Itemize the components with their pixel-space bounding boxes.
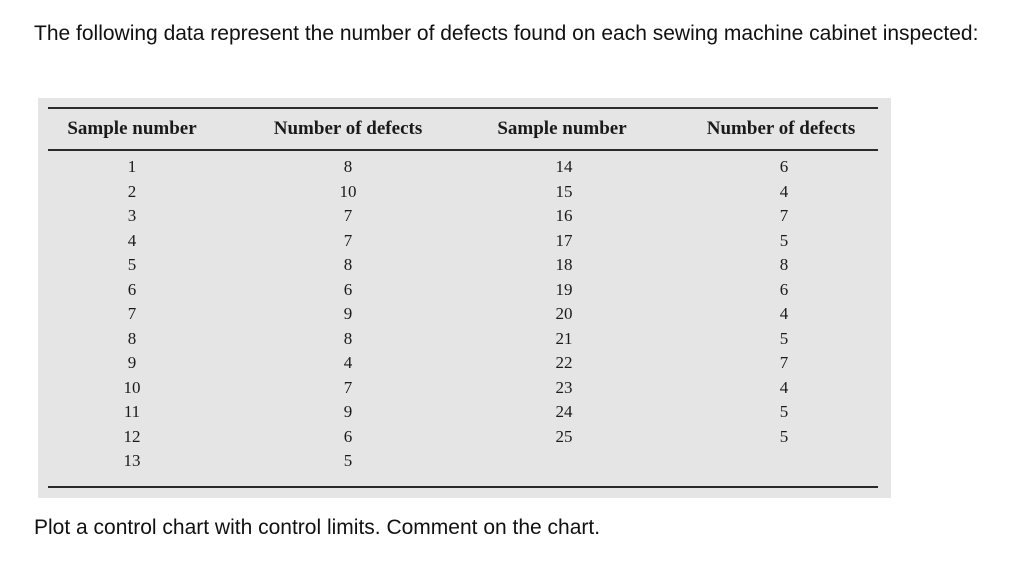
table-cell: 5: [779, 328, 789, 348]
table-cell: 7: [127, 304, 137, 323]
table-cell: 8: [343, 328, 353, 348]
table-cell: 10: [123, 377, 141, 397]
table-cell: 6: [127, 279, 137, 299]
column-number-of-defects-2: [780, 155, 789, 449]
column-sample-number-2: [556, 155, 573, 449]
table-header-rule: [48, 149, 878, 151]
table-cell: 9: [343, 402, 353, 421]
defects-table: [38, 98, 891, 498]
table-cell: 19: [555, 279, 573, 299]
table-cell: 8: [343, 157, 353, 176]
table-cell: 6: [779, 279, 789, 299]
table-cell: 7: [779, 353, 789, 372]
table-cell: 9: [127, 353, 137, 372]
table-bottom-rule: [48, 486, 878, 488]
table-cell: 24: [555, 402, 573, 421]
table-cell: 9: [343, 304, 353, 323]
table-cell: 23: [555, 377, 573, 397]
table-cell: 6: [779, 157, 789, 176]
table-cell: 21: [555, 328, 573, 348]
table-cell: 4: [779, 304, 789, 323]
header-sample-number-2: Sample number: [497, 118, 627, 139]
table-cell: 7: [343, 377, 353, 397]
header-number-of-defects-2: Number of defects: [706, 118, 856, 139]
table-cell: 4: [127, 230, 137, 250]
table-cell: 4: [779, 377, 789, 397]
column-sample-number-1: [124, 155, 141, 474]
table-cell: 4: [779, 181, 789, 201]
table-cell: 17: [555, 230, 573, 250]
header-sample-number-1: Sample number: [67, 118, 197, 139]
header-number-of-defects-1: Number of defects: [273, 118, 423, 139]
table-cell: 6: [343, 426, 353, 446]
table-cell: 10: [339, 181, 357, 201]
table-cell: 18: [555, 255, 573, 274]
table-cell: 15: [555, 181, 573, 201]
table-cell: 5: [779, 402, 789, 421]
table-cell: 3: [127, 206, 137, 225]
table-cell: 6: [343, 279, 353, 299]
table-cell: 7: [779, 206, 789, 225]
table-cell: 22: [555, 353, 573, 372]
table-cell: 7: [343, 230, 353, 250]
table-cell: 25: [555, 426, 573, 446]
table-cell: 20: [555, 304, 573, 323]
table-cell: 2: [127, 181, 137, 201]
table-cell: 5: [779, 426, 789, 446]
table-cell: 8: [343, 255, 353, 274]
table-cell: 5: [343, 451, 353, 470]
table-cell: 11: [123, 402, 141, 421]
table-cell: 16: [555, 206, 573, 225]
table-cell: 8: [779, 255, 789, 274]
table-cell: 4: [343, 353, 353, 372]
problem-prompt: Plot a control chart with control limits. Comment on the chart.: [34, 516, 601, 539]
table-cell: 7: [343, 206, 353, 225]
table-cell: 1: [127, 157, 137, 176]
table-cell: 12: [123, 426, 141, 446]
table-top-rule: [48, 107, 878, 109]
table-cell: 14: [555, 157, 573, 176]
table-cell: 13: [123, 451, 141, 470]
table-cell: 5: [127, 255, 137, 274]
column-number-of-defects-1: [340, 155, 357, 474]
table-cell: 5: [779, 230, 789, 250]
table-cell: 8: [127, 328, 137, 348]
problem-intro: The following data represent the number of defects found on each sewing machine cabinet inspected:: [34, 22, 979, 45]
